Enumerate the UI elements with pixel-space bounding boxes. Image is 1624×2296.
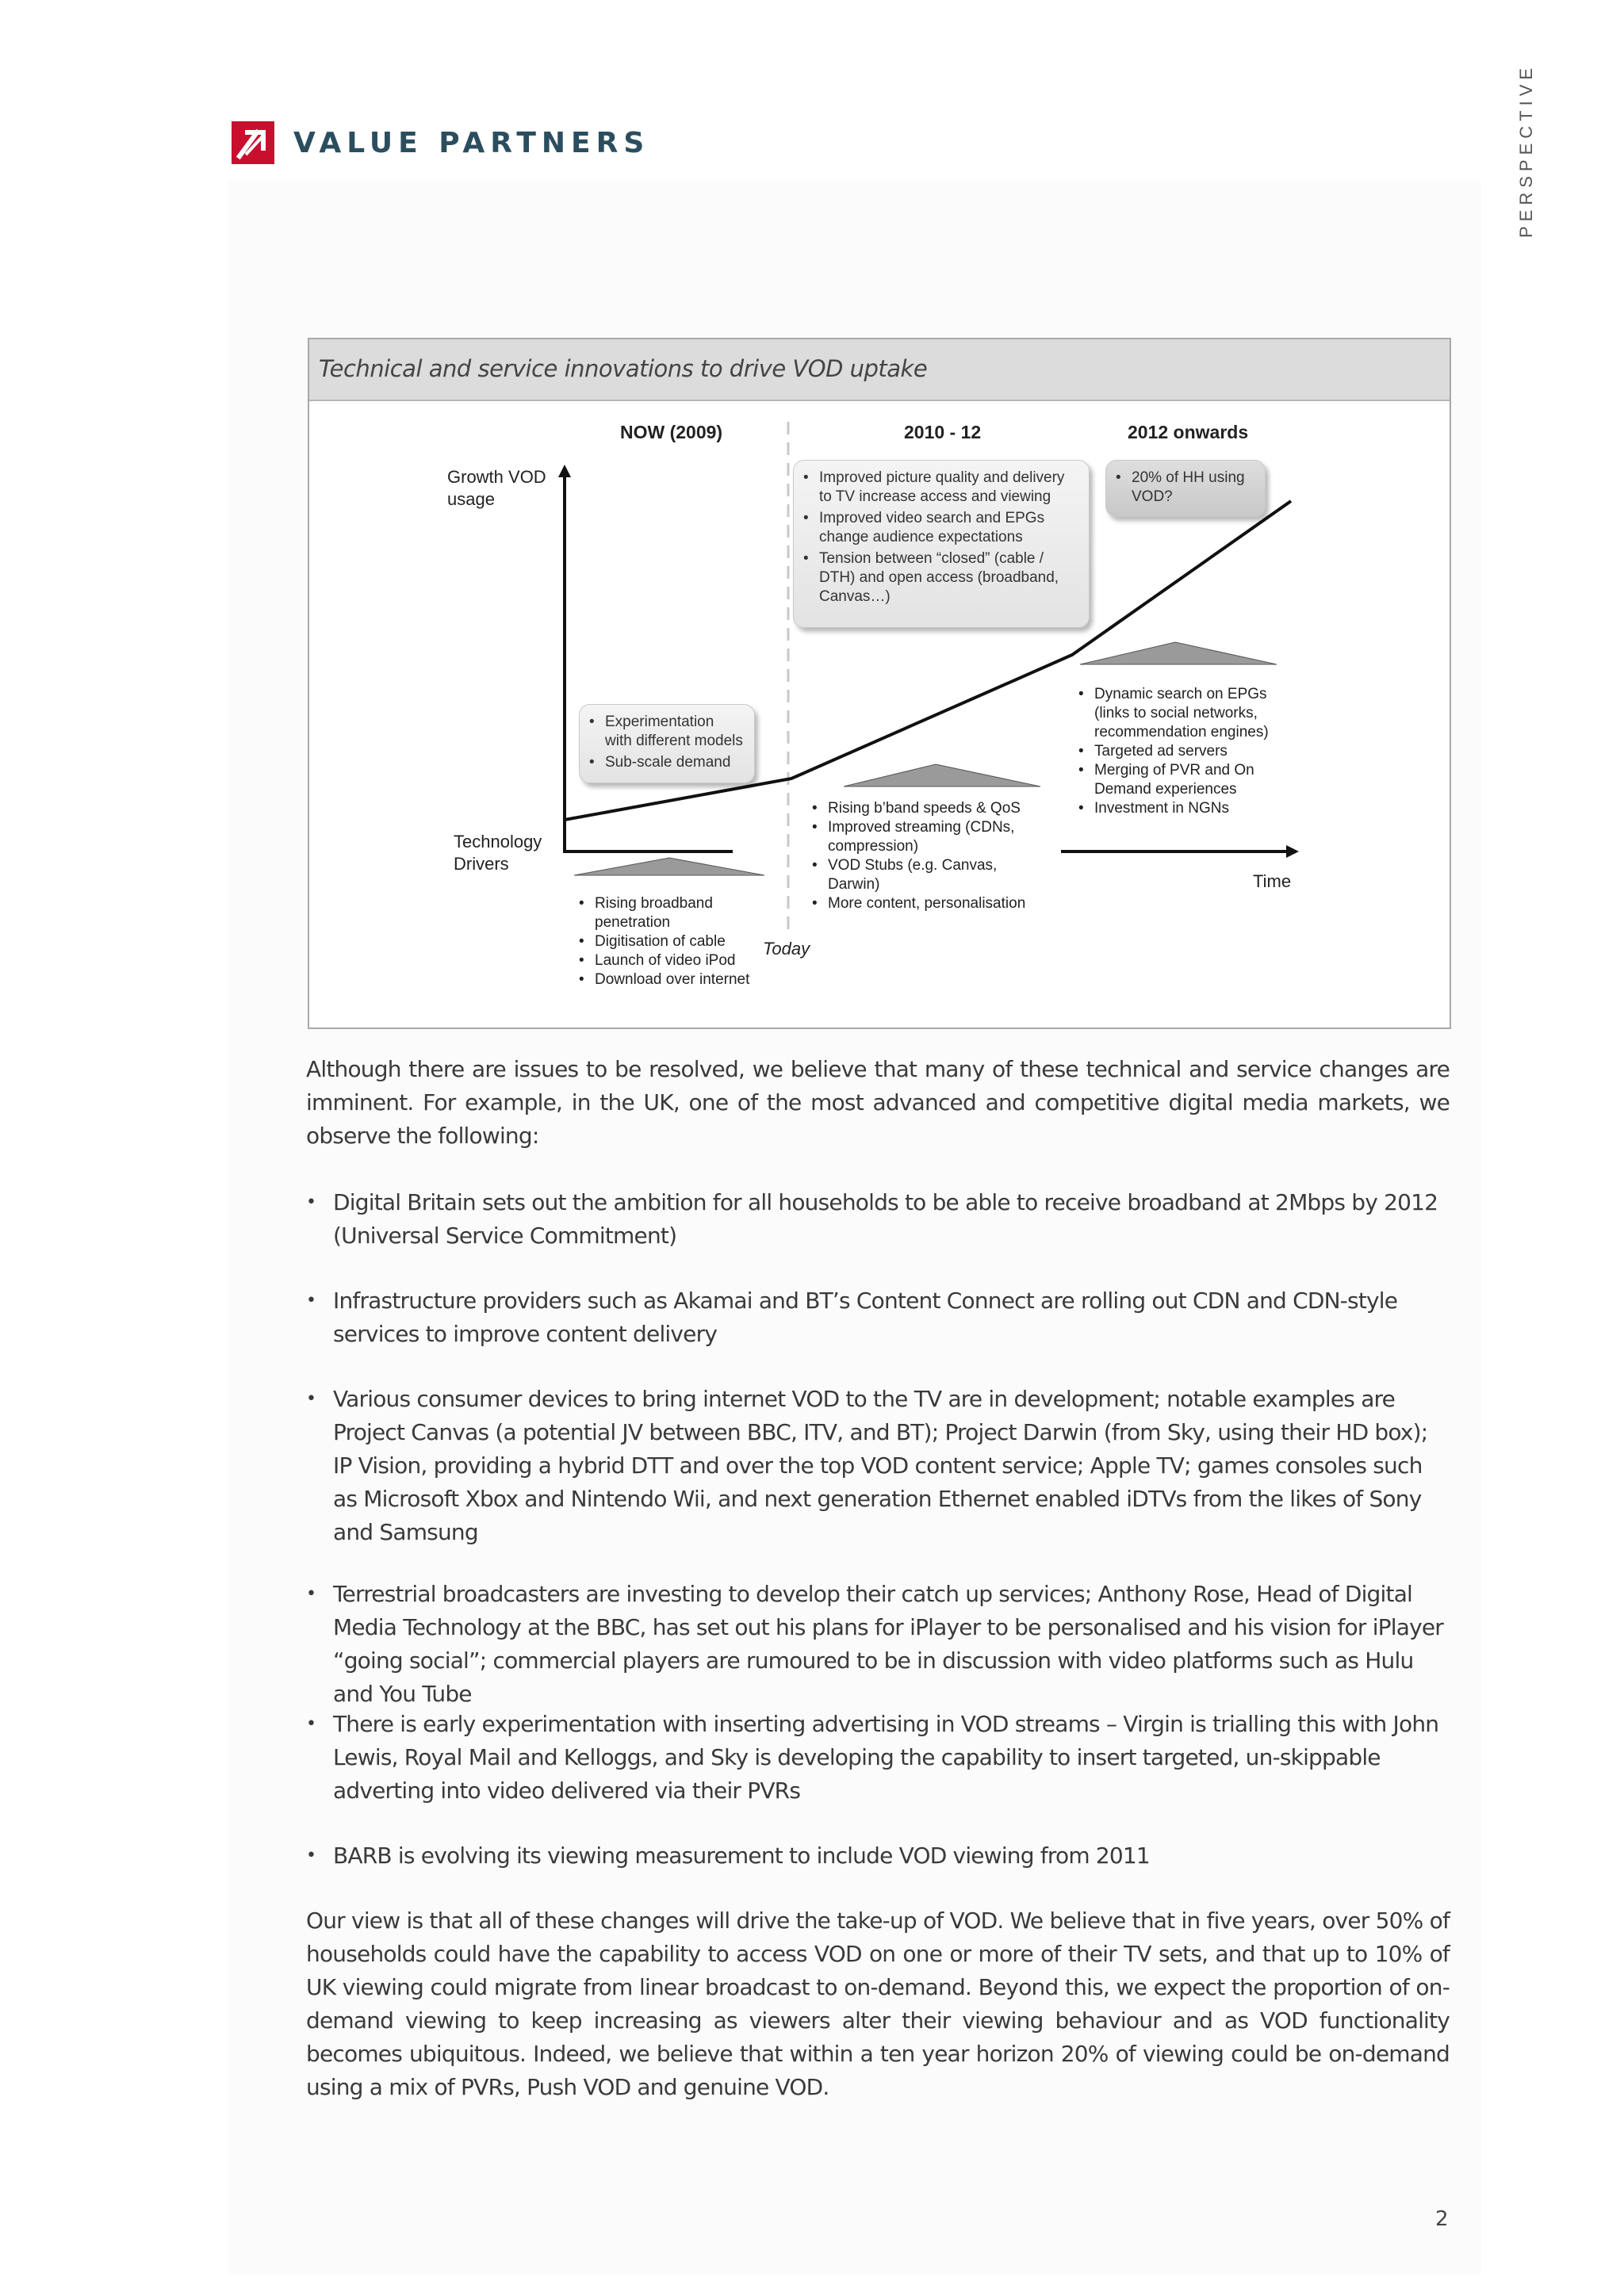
bullet-item [306,1186,1448,1253]
time-axis-label: Time [1253,871,1292,891]
bubble-mid-item: • Improved video search and EPGs change audience expectations [800,509,1079,547]
bullet-item [306,1578,1448,1711]
x-axis-arrow-icon [1286,845,1299,858]
bullet-dot-icon: • [306,1389,316,1409]
bullet-text: BARB is evolving its viewing measurement to include VOD viewing from 2011 [333,1843,1150,1869]
driver-wedge-now [574,858,764,875]
bullet-text: Various consumer devices to bring internet VOD to the TV are in development; notable examples are Project Canvas (a potential JV between BBC, ITV, and BT); Project Darwin (from Sky, using their HD box); IP Vision, providing a hybrid DTT and over the top VOD content service; Apple TV; games consoles such as Microsoft Xbox and Nintendo Wii, and next generation Ethernet enabled iDTVs from the likes of Sony and Samsung [333,1386,1428,1545]
bullet-dot-icon: • [306,1291,316,1311]
figure-title: Technical and service innovations to drive VOD uptake [319,355,928,382]
today-label: Today [763,939,810,959]
bubble-mid-item: • Tension between “closed” (cable / DTH) and open access (broadband, Canvas…) [800,549,1079,607]
driver-future-item: • Targeted ad servers [1075,742,1305,761]
bubble-future-item: • 20% of HH using VOD? [1113,469,1255,507]
bullet-text: Terrestrial broadcasters are investing to develop their catch up services; Anthony Rose, Head of Digital Media Technology at the BBC, has set out his plans for iPlayer to be personalised and his vision for iPlayer “going social”; commercial players are rumoured to be in discussion with video platforms such as Hulu and You Tube [333,1581,1444,1707]
section-label: PERSPECTIVE [1516,63,1536,238]
bullet-dot-icon: • [306,1192,316,1212]
bubble-now-item: • Sub-scale demand [586,753,745,772]
driver-future-item: • Investment in NGNs [1075,799,1305,818]
driver-mid-item: • More content, personalisation [809,894,1047,913]
bullet-dot-icon: • [306,1846,316,1866]
logo-mark-icon [232,121,274,164]
bullet-item [306,1839,1448,1873]
bullet-text: There is early experimentation with inserting advertising in VOD streams – Virgin is trialling this with John Lewis, Royal Mail and Kelloggs, and Sky is developing the capability to insert targeted, un-skippable adverting into video delivered via their PVRs [333,1711,1439,1804]
phase-now-label: NOW (2009) [620,422,723,442]
driver-wedge-future [1080,642,1277,664]
drivers-mid-list [809,799,1047,913]
y-axis-label [447,466,546,511]
figure-diagram [309,339,1450,1027]
y-axis-label-line1: Growth VOD [447,467,546,487]
page-number: 2 [1435,2207,1449,2231]
tech-drivers-line2: Drivers [454,854,509,874]
driver-now-item: • Launch of video iPod [576,951,758,970]
y-axis-label-line2: usage [447,489,495,509]
bullet-text: Infrastructure providers such as Akamai and BT’s Content Connect are rolling out CDN and CDN-style services to improve content delivery [333,1288,1398,1347]
driver-mid-item: • Improved streaming (CDNs, compression) [809,818,1047,856]
bullet-item [306,1284,1448,1351]
y-axis-arrow-icon [558,465,571,477]
technology-drivers-label [454,831,542,875]
bullet-text: Digital Britain sets out the ambition for all households to be able to receive broadband at 2Mbps by 2012 (Universal Service Commitment) [333,1189,1438,1249]
bullet-dot-icon: • [306,1584,316,1604]
driver-wedge-mid [844,764,1040,786]
tech-drivers-line1: Technology [454,832,542,851]
drivers-now-list [576,894,758,989]
drivers-future-list [1075,685,1305,818]
bullet-dot-icon: • [306,1714,316,1734]
company-name: VALUE PARTNERS [293,126,650,159]
driver-now-item: • Rising broadband penetration [576,894,758,932]
bubble-now [579,704,755,783]
phase-mid-label: 2010 - 12 [904,422,982,442]
vod-figure [308,338,1451,1029]
driver-mid-item: • VOD Stubs (e.g. Canvas, Darwin) [809,856,1047,894]
bullet-item [306,1383,1448,1549]
bullet-item [306,1708,1448,1808]
bubble-now-item: • Experimentation with different models [586,713,745,751]
driver-future-item: • Dynamic search on EPGs (links to social networks, recommendation engines) [1075,685,1305,742]
conclusion-paragraph: Our view is that all of these changes will drive the take-up of VOD. We believe that in five years, over 50% of households could have the capability to access VOD on one or more of their TV sets, and that up to 10% of UK viewing could migrate from linear broadcast to on-demand. Beyond this, we expect the proportion of on-demand viewing to keep increasing as viewers alter their viewing behaviour and as VOD functionality becomes ubiquitous. Indeed, we believe that within a ten year horizon 20% of viewing could be on-demand using a mix of PVRs, Push VOD and genuine VOD. [306,1908,1450,2100]
driver-mid-item: • Rising b’band speeds & QoS [809,799,1047,818]
phase-future-label: 2012 onwards [1128,422,1249,442]
driver-now-item: • Digitisation of cable [576,932,758,951]
intro-paragraph: Although there are issues to be resolved, we believe that many of these technical and service changes are imminent. For example, in the UK, one of the most advanced and competitive digital media markets, we observe the following: [306,1056,1450,1149]
driver-future-item: • Merging of PVR and On Demand experiences [1075,761,1305,799]
bubble-future [1105,460,1266,517]
driver-now-item: • Download over internet [576,970,758,989]
company-logo [232,121,649,165]
bubble-mid-item: • Improved picture quality and delivery to TV increase access and viewing [800,469,1079,507]
bubble-mid [793,460,1090,628]
